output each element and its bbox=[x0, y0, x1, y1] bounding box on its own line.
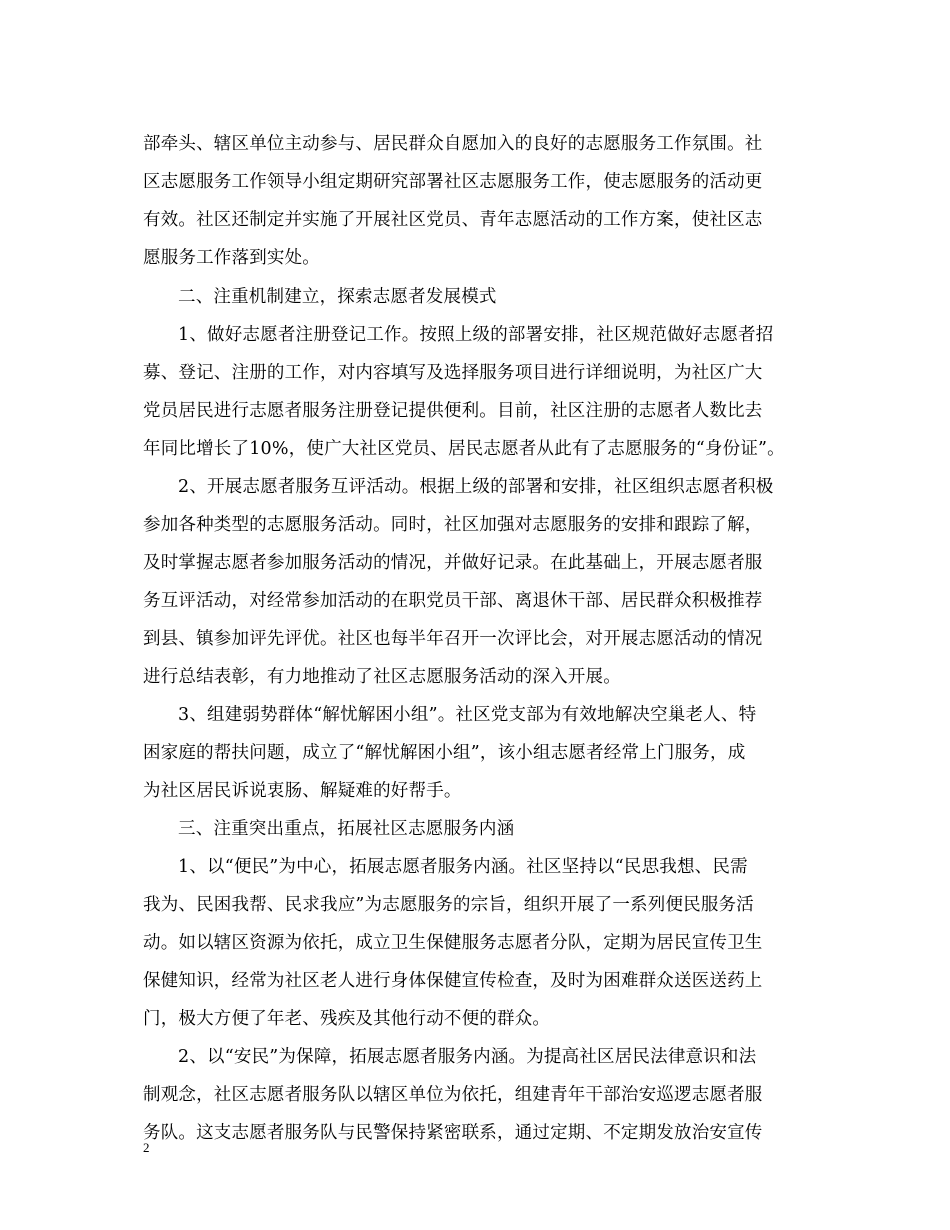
text-line: 年同比增长了10%，使广大社区党员、居民志愿者从此有了志愿服务的“身份证”。 bbox=[143, 439, 785, 459]
text-line: 1、以“便民”为中心，拓展志愿者服务内涵。社区坚持以“民思我想、民需 bbox=[178, 857, 748, 877]
text-line: 愿服务工作落到实处。 bbox=[143, 248, 320, 268]
text-line: 到县、镇参加评先评优。社区也每半年召开一次评比会，对开展志愿活动的情况 bbox=[143, 629, 763, 649]
text-line: 募、登记、注册的工作，对内容填写及选择服务项目进行详细说明，为社区广大 bbox=[143, 363, 763, 383]
text-line: 为社区居民诉说衷肠、解疑难的好帮手。 bbox=[143, 781, 462, 801]
text-line: 有效。社区还制定并实施了开展社区党员、青年志愿活动的工作方案，使社区志 bbox=[143, 210, 763, 230]
text-line: 2、以“安民”为保障，拓展志愿者服务内涵。为提高社区居民法律意识和法 bbox=[178, 1047, 757, 1067]
section-heading: 三、注重突出重点，拓展社区志愿服务内涵 bbox=[178, 819, 515, 839]
text-line: 务队。这支志愿者服务队与民警保持紧密联系，通过定期、不定期发放治安宣传 bbox=[143, 1123, 763, 1143]
text-line: 区志愿服务工作领导小组定期研究部署社区志愿服务工作，使志愿服务的活动更 bbox=[143, 172, 763, 192]
text-line: 及时掌握志愿者参加服务活动的情况，并做好记录。在此基础上，开展志愿者服 bbox=[143, 553, 763, 573]
text-line: 党员居民进行志愿者服务注册登记提供便利。目前，社区注册的志愿者人数比去 bbox=[143, 401, 763, 421]
text-line: 参加各种类型的志愿服务活动。同时，社区加强对志愿服务的安排和跟踪了解， bbox=[143, 515, 763, 535]
page-number: 2 bbox=[143, 1140, 150, 1155]
text-line: 困家庭的帮扶问题，成立了“解忧解困小组”，该小组志愿者经常上门服务，成 bbox=[143, 743, 746, 763]
text-line: 2、开展志愿者服务互评活动。根据上级的部署和安排，社区组织志愿者积极 bbox=[178, 477, 774, 497]
text-line: 部牵头、辖区单位主动参与、居民群众自愿加入的良好的志愿服务工作氛围。社 bbox=[143, 134, 763, 154]
section-heading: 二、注重机制建立，探索志愿者发展模式 bbox=[178, 287, 497, 307]
text-line: 制观念，社区志愿者服务队以辖区单位为依托，组建青年干部治安巡逻志愿者服 bbox=[143, 1085, 763, 1105]
text-line: 3、组建弱势群体“解忧解困小组”。社区党支部为有效地解决空巢老人、特 bbox=[178, 705, 757, 725]
text-line: 我为、民困我帮、民求我应”为志愿服务的宗旨，组织开展了一系列便民服务活 bbox=[143, 895, 754, 915]
text-line: 进行总结表彰，有力地推动了社区志愿服务活动的深入开展。 bbox=[143, 667, 621, 687]
text-line: 保健知识，经常为社区老人进行身体保健宣传检查，及时为困难群众送医送药上 bbox=[143, 971, 763, 991]
text-line: 动。如以辖区资源为依托，成立卫生保健服务志愿者分队，定期为居民宣传卫生 bbox=[143, 933, 763, 953]
text-line: 1、做好志愿者注册登记工作。按照上级的部署安排，社区规范做好志愿者招 bbox=[178, 325, 774, 345]
text-line: 门，极大方便了年老、残疾及其他行动不便的群众。 bbox=[143, 1009, 551, 1029]
text-line: 务互评活动，对经常参加活动的在职党员干部、离退休干部、居民群众积极推荐 bbox=[143, 591, 763, 611]
